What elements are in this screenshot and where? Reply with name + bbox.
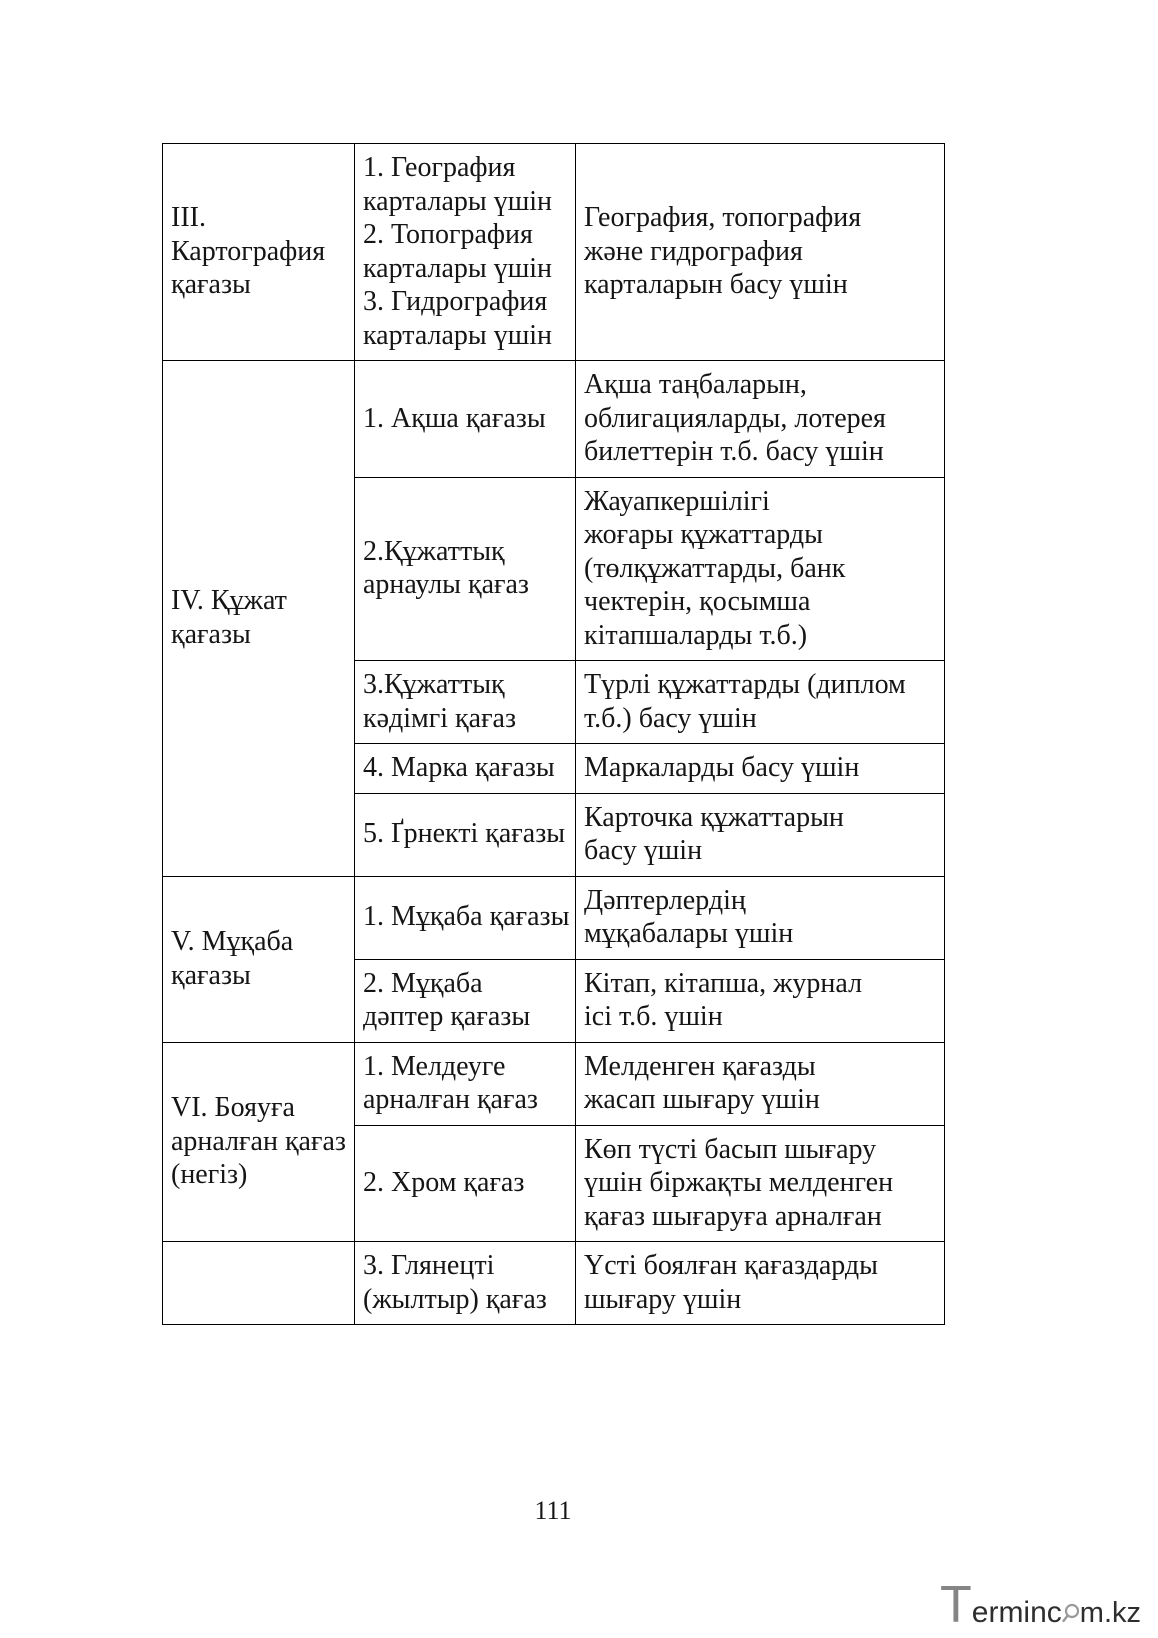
magnifier-icon — [1062, 1602, 1080, 1622]
cell-text-line: 2. Топография — [363, 219, 533, 250]
paper-type-cell — [355, 959, 576, 1042]
cell-text-line: 3. Глянецті — [363, 1250, 495, 1281]
cell-text-line: (негіз) — [171, 1159, 248, 1190]
cell-text-line: Жауапкершілігі — [584, 485, 770, 517]
category-cell — [163, 1242, 355, 1325]
table-row — [163, 361, 945, 478]
cell-text-line: 2. Хром қағаз — [363, 1167, 525, 1198]
cell-text-line: 2. Мұқаба — [363, 967, 483, 999]
purpose-cell — [576, 1125, 945, 1242]
cell-text-line: карталарын басу үшін — [584, 269, 848, 301]
page-number: 111 — [534, 1496, 572, 1525]
cell-text-line: 3. Гидрография — [363, 286, 548, 317]
cell-text-line: арналған қағаз — [363, 1084, 538, 1115]
logo-text-start: erminc — [971, 1596, 1062, 1629]
cell-text-line: Картография — [171, 235, 326, 267]
cell-text-line: 5. Ґрнекті қағазы — [363, 818, 566, 850]
cell-text-line: III. — [171, 202, 206, 234]
site-logo — [940, 1576, 1141, 1634]
cell-text-line: қағазы — [171, 269, 251, 301]
purpose-cell — [576, 477, 945, 661]
cell-text-line: (жылтыр) қағаз — [363, 1283, 547, 1315]
category-cell — [163, 361, 355, 877]
paper-type-cell — [355, 1125, 576, 1242]
cell-text-line: кітапшаларды т.б.) — [584, 619, 808, 651]
cell-text-line: Кітап, кітапша, журнал — [584, 967, 863, 999]
cell-text-line: арнаулы қағаз — [363, 569, 529, 601]
cell-text-line: үшін біржақты мелденген — [584, 1167, 894, 1198]
table-body — [163, 144, 945, 1325]
logo-initial: T — [940, 1576, 972, 1634]
cell-text-line: жасап шығару үшін — [584, 1084, 820, 1115]
paper-type-cell — [355, 793, 576, 876]
cell-text-line: Карточка құжаттарын — [584, 801, 844, 833]
paper-types-table — [162, 143, 945, 1325]
paper-type-cell — [355, 744, 576, 794]
cell-text-line: қағазы — [171, 959, 251, 991]
cell-text-line: облигацияларды, лотерея — [584, 402, 886, 434]
category-cell — [163, 876, 355, 1042]
cell-text-line: қағазы — [171, 618, 251, 650]
cell-text-line: мұқабалары үшін — [584, 918, 794, 949]
cell-text-line: VI. Бояуға — [171, 1092, 295, 1123]
cell-text-line: және гидрография — [584, 235, 803, 267]
purpose-cell — [576, 661, 945, 744]
table-row — [163, 1042, 945, 1125]
logo-text-end: m.kz — [1079, 1597, 1141, 1629]
purpose-cell — [576, 361, 945, 478]
cell-text-line: шығару үшін — [584, 1283, 742, 1315]
table-row — [163, 876, 945, 959]
cell-text-line: карталары үшін — [363, 252, 553, 284]
cell-text-line: кәдімгі қағаз — [363, 702, 517, 734]
cell-text-line: дәптер қағазы — [363, 1001, 531, 1032]
paper-type-cell — [355, 144, 576, 361]
purpose-cell — [576, 744, 945, 794]
cell-text-line: арналған қағаз — [171, 1125, 346, 1157]
paper-type-cell — [355, 361, 576, 478]
purpose-cell — [576, 1042, 945, 1125]
cell-text-line: 4. Марка қағазы — [363, 752, 555, 783]
cell-text-line: т.б.) басу үшін — [584, 702, 757, 734]
cell-text-line: Ақша таңбаларын, — [584, 369, 807, 400]
cell-text-line: География, топография — [584, 202, 862, 234]
cell-text-line: карталары үшін — [363, 319, 553, 351]
cell-text-line: (төлқұжаттарды, банк — [584, 552, 846, 584]
paper-type-cell — [355, 876, 576, 959]
table-row — [163, 144, 945, 361]
purpose-cell — [576, 1242, 945, 1325]
category-cell — [163, 1042, 355, 1242]
cell-text-line: Түрлі құжаттарды (диплом — [584, 669, 906, 700]
paper-type-cell — [355, 1042, 576, 1125]
cell-text-line: жоғары құжаттарды — [584, 519, 823, 550]
table-row — [163, 1242, 945, 1325]
category-cell — [163, 144, 355, 361]
cell-text-line: IV. Құжат — [171, 585, 287, 617]
cell-text-line: ісі т.б. үшін — [584, 1001, 723, 1032]
purpose-cell — [576, 144, 945, 361]
paper-type-cell — [355, 661, 576, 744]
cell-text-line: Үсті боялған қағаздарды — [584, 1250, 878, 1281]
cell-text-line: басу үшін — [584, 835, 703, 866]
cell-text-line: билеттерін т.б. басу үшін — [584, 436, 884, 467]
cell-text-line: карталары үшін — [363, 185, 553, 217]
cell-text-line: Маркаларды басу үшін — [584, 752, 860, 783]
cell-text-line: 1. География — [363, 152, 516, 183]
paper-type-cell — [355, 477, 576, 661]
purpose-cell — [576, 959, 945, 1042]
cell-text-line: 1. Мелдеуге — [363, 1050, 506, 1082]
purpose-cell — [576, 793, 945, 876]
cell-text-line: 3.Құжаттық — [363, 669, 505, 700]
cell-text-line: 2.Құжаттық — [363, 535, 505, 567]
cell-text-line: Мелденген қағазды — [584, 1050, 816, 1082]
cell-text-line: 1. Ақша қағазы — [363, 402, 546, 434]
cell-text-line: V. Мұқаба — [171, 926, 294, 957]
cell-text-line: қағаз шығаруға арналған — [584, 1200, 882, 1232]
cell-text-line: чектерін, қосымша — [584, 586, 811, 617]
cell-text-line: Дәптерлердің — [584, 884, 746, 916]
cell-text-line: 1. Мұқаба қағазы — [363, 901, 570, 933]
purpose-cell — [576, 876, 945, 959]
cell-text-line: Көп түсті басып шығару — [584, 1133, 877, 1165]
paper-type-cell — [355, 1242, 576, 1325]
